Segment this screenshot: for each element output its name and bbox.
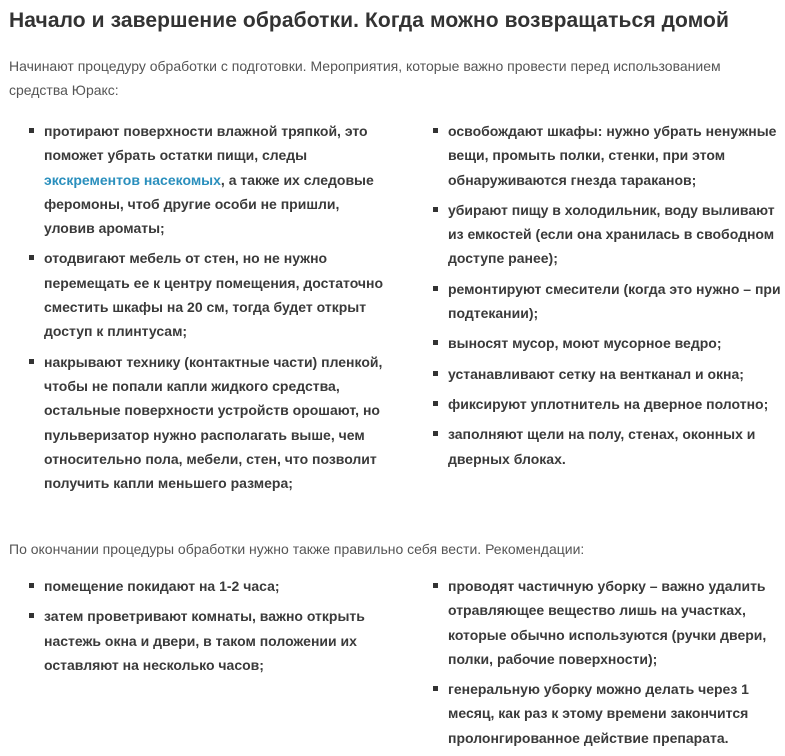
list-item: помещение покидают на 1-2 часа; (28, 574, 388, 598)
section-title: Начало и завершение обработки. Когда можно возвращаться домой (9, 9, 729, 32)
list-item: заполняют щели на полу, стенах, оконных и дверных блоках. (432, 422, 784, 471)
list-item: проводят частичную уборку – важно удалить отравляющее вещество лишь на участках, которые обычно используются (ручки двери, полки, рабочие поверхности); (432, 574, 784, 671)
after-treatment-list-right (432, 574, 784, 756)
list-item: ремонтируют смесители (когда это нужно – при подтекании); (432, 277, 784, 326)
list-item: накрывают технику (контактные части) пленкой, чтобы не попали капли жидкого средства, остальные поверхности устройств орошают, но пульверизатор нужно располагать выше, чем относительно пола, мебели, стен, что позволит получить капли меньшего размера; (28, 350, 388, 496)
list-item: освобождают шкафы: нужно убрать ненужные вещи, промыть полки, стенки, при этом обнаруживаются гнезда тараканов; (432, 119, 784, 192)
preparation-intro: Начинают процедуру обработки с подготовки. Мероприятия, которые важно провести перед использованием средства Юракс: (9, 58, 721, 98)
list-item: фиксируют уплотнитель на дверное полотно; (432, 392, 784, 416)
list-item: генеральную уборку можно делать через 1 месяц, как раз к этому времени закончится пролонгированное действие препарата. (432, 677, 784, 750)
insect-excrement-link[interactable]: экскрементов насекомых (44, 171, 221, 188)
list-item: отодвигают мебель от стен, но не нужно перемещать ее к центру помещения, достаточно сместить шкафы на 20 см, тогда будет открыт доступ к плинтусам; (28, 246, 388, 343)
list-item-text: протирают поверхности влажной тряпкой, это поможет убрать остатки пищи, следы (44, 123, 368, 164)
list-item: убирают пищу в холодильник, воду выливают из емкостей (если она хранилась в свободном доступе ранее); (432, 198, 784, 271)
after-treatment-intro: По окончании процедуры обработки нужно также правильно себя вести. Рекомендации: (9, 541, 585, 557)
list-item: устанавливают сетку на вентканал и окна; (432, 362, 784, 386)
after-treatment-list-left (28, 574, 388, 683)
list-item (28, 119, 388, 240)
list-item: затем проветривают комнаты, важно открыть настежь окна и двери, в таком положении их оставляют на несколько часов; (28, 604, 388, 677)
list-item-text: , а также их следовые феромоны, чтоб другие особи не пришли, уловив ароматы; (44, 171, 374, 237)
preparation-list-right (432, 119, 784, 477)
preparation-list-left (28, 119, 388, 501)
list-item: выносят мусор, моют мусорное ведро; (432, 331, 784, 355)
